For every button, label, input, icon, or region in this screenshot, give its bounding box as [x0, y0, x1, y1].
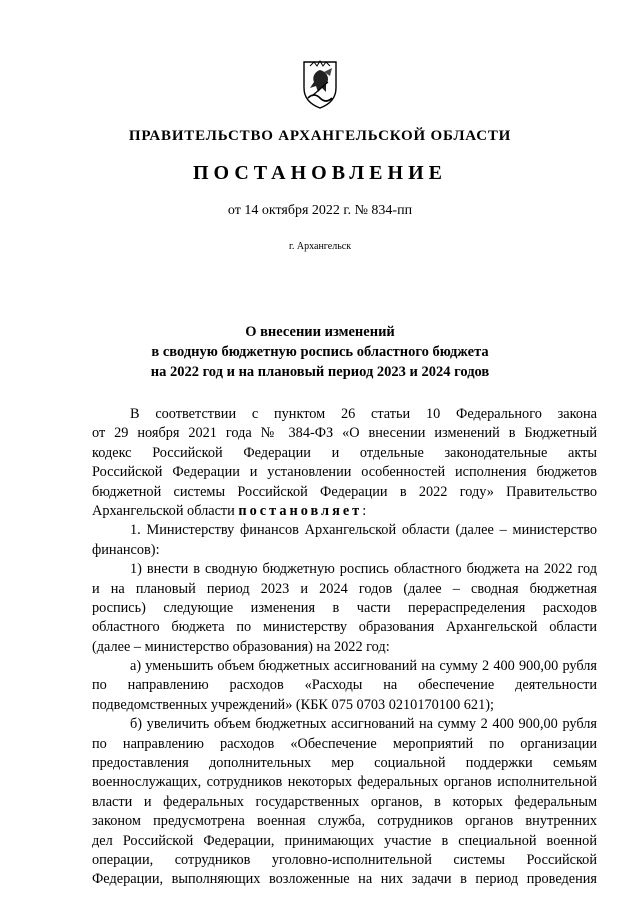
text-line: бюджетной системы Российской Федерации в 2022 году» Правительство: [92, 483, 597, 500]
title-line: на 2022 год и на плановый период 2023 и 2024 годов: [150, 364, 490, 380]
text-line: [92, 502, 597, 521]
text-line: операции, сотрудников уголовно-исполнительной системы Российской: [92, 851, 597, 868]
title-line: в сводную бюджетную роспись областного бюджета: [151, 344, 489, 360]
text-line: Федерации, выполняющих возложенные на них задачи в период проведения: [92, 871, 597, 888]
text-line: В соответствии с пунктом 26 статьи 10 Федерального закона: [130, 406, 597, 422]
text-line: дел Российской Федерации, принимающих участие в специальной военной: [92, 832, 597, 849]
organization-name: ПРАВИТЕЛЬСТВО АРХАНГЕЛЬСКОЙ ОБЛАСТИ: [128, 128, 512, 144]
text-line: (далее – министерство образования) на 2022 год:: [92, 638, 390, 655]
text-line: и на плановый период 2023 и 2024 годов (далее – сводная бюджетная: [92, 580, 597, 597]
city-name: г. Архангельск: [288, 241, 352, 252]
text-line: а) уменьшить объем бюджетных ассигнований на сумму 2 400 900,00 рубля: [130, 658, 597, 675]
text-line: по направлению расходов «Обеспечение мероприятий по организации: [92, 735, 597, 752]
text-fragment: :: [362, 502, 367, 519]
text-line: 1. Министерству финансов Архангельской области (далее – министерство: [130, 522, 597, 539]
document-body: [92, 405, 597, 890]
document-type: ПОСТАНОВЛЕНИЕ: [193, 162, 447, 184]
document-title: [40, 322, 600, 382]
text-line: Российской Федерации и установлении особенностей исполнения бюджетов: [92, 464, 597, 481]
text-line: роспись) следующие изменения в части перераспределения расходов: [92, 599, 597, 616]
title-line: О внесении изменений: [245, 324, 395, 340]
text-line: предоставления дополнительных мер социальной поддержки семьям: [92, 755, 597, 772]
resolution-keyword: постановляет: [238, 502, 363, 519]
text-fragment: Архангельской области: [92, 502, 239, 519]
text-line: власти и федеральных государственных органов, в которых федеральным: [92, 793, 597, 810]
text-line: от 29 ноября 2021 года № 384-ФЗ «О внесении изменений в Бюджетный: [92, 425, 597, 442]
text-line: б) увеличить объем бюджетных ассигнований на сумму 2 400 900,00 рубля: [130, 716, 597, 733]
text-line: областного бюджета по министерству образования Архангельской области: [92, 619, 597, 636]
text-line: подведомственных учреждений» (КБК 075 0703 0210170100 621);: [92, 696, 494, 713]
coat-of-arms-icon: [300, 58, 340, 110]
text-line: финансов):: [92, 541, 160, 558]
text-line: 1) внести в сводную бюджетную роспись областного бюджета на 2022 год: [130, 561, 597, 578]
text-line: кодекс Российской Федерации и отдельные законодательные акты: [92, 444, 597, 461]
date-number-line: от 14 октября 2022 г. № 834-пп: [227, 203, 413, 218]
text-line: военнослужащих, сотрудников некоторых федеральных органов исполнительной: [92, 774, 597, 791]
text-line: законом предусмотрена военная служба, сотрудников органов внутренних: [92, 813, 597, 830]
text-line: по направлению расходов «Расходы на обеспечение деятельности: [92, 677, 597, 694]
